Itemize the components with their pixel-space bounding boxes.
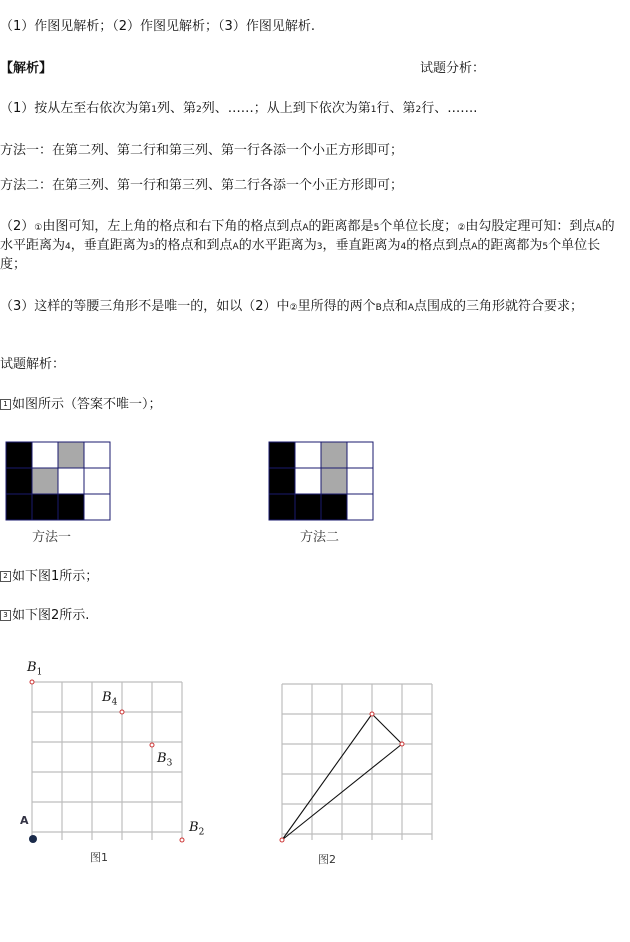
label-a: A: [20, 814, 29, 827]
method-two-cell-r2-c1: [269, 468, 295, 494]
solution-title: 试题解析：: [0, 357, 66, 372]
solution-step-3: 3 如下图2所示.: [0, 607, 89, 625]
method-one-cell-r1-c2: [32, 442, 58, 468]
method-one-cell-r2-c2: [32, 468, 58, 494]
point-b1: [30, 680, 34, 684]
method-two-cell-r1-c1: [269, 442, 295, 468]
method-one-cell-r2-c4: [84, 468, 110, 494]
method-two-cell-r3-c2: [295, 494, 321, 520]
triangle-vertex-a: [280, 838, 284, 842]
figure-1-caption: 图1: [90, 851, 108, 864]
method-one-cell-r3-c3: [58, 494, 84, 520]
method-one-cell-r2-c1: [6, 468, 32, 494]
method-two-cell-r2-c3: [321, 468, 347, 494]
answer-summary: （1）作图见解析；（2）作图见解析；（3）作图见解析.: [0, 19, 315, 34]
method-one-text: 方法一：在第二列、第二行和第三列、第一行各添一个小正方形即可；: [0, 143, 404, 158]
solution-step-2: 2 如下图1所示；: [0, 568, 98, 586]
label-b3: $B_3$: [157, 751, 173, 769]
method-two-cell-r1-c4: [347, 442, 373, 468]
method-one-cell-r1-c4: [84, 442, 110, 468]
method-two-cell-r3-c1: [269, 494, 295, 520]
point-b2: [180, 838, 184, 842]
label-b4: $B_4$: [102, 690, 118, 708]
method-one-cell-r1-c3: [58, 442, 84, 468]
method-one-cell-r3-c2: [32, 494, 58, 520]
figure-2-grid: [280, 682, 436, 844]
analysis-p2: （2）①由图可知，左上角的格点和右下角的格点到点A的距离都是5个单位长度；②由勾股定理可知：到点A的水平距离为4，垂直距离为3的格点和到点A的水平距离为3，垂直距离为4的格点到点A的距离都为5个单位长度；: [0, 219, 615, 272]
method-two-cell-r2-c4: [347, 468, 373, 494]
method-two-cell-r2-c2: [295, 468, 321, 494]
analysis-title: 试题分析：: [420, 61, 486, 76]
point-a: [29, 835, 37, 843]
method-one-cell-r1-c1: [6, 442, 32, 468]
triangle-vertex-b3: [400, 742, 404, 746]
method-two-caption: 方法二: [300, 530, 340, 545]
method-two-grid: [268, 441, 372, 521]
analysis-p3: （3）这样的等腰三角形不是唯一的，如以（2）中②里所得的两个B点和A点围成的三角形就符合要求；: [0, 299, 584, 314]
point-b4: [120, 710, 124, 714]
figure-2-caption: 图2: [318, 853, 336, 866]
solution-step-1: 1 如图所示（答案不唯一）；: [0, 396, 162, 414]
method-one-cell-r3-c1: [6, 494, 32, 520]
method-one-caption: 方法一: [32, 530, 72, 545]
method-one-cell-r2-c3: [58, 468, 84, 494]
triangle-vertex-b4: [370, 712, 374, 716]
method-one-cell-r3-c4: [84, 494, 110, 520]
label-b1: $B_1$: [27, 660, 43, 678]
method-one-grid: [5, 441, 109, 521]
method-two-cell-r1-c2: [295, 442, 321, 468]
method-two-cell-r1-c3: [321, 442, 347, 468]
analysis-tag: 【解析】: [0, 61, 53, 76]
method-two-text: 方法二：在第三列、第一行和第三列、第二行各添一个小正方形即可；: [0, 178, 404, 193]
label-b2: $B_2$: [189, 820, 205, 838]
point-b3: [150, 743, 154, 747]
analysis-p1: （1）按从左至右依次为第1列、第2列、……；从上到下依次为第1行、第2行、…….: [0, 101, 478, 116]
method-two-cell-r3-c3: [321, 494, 347, 520]
method-two-cell-r3-c4: [347, 494, 373, 520]
